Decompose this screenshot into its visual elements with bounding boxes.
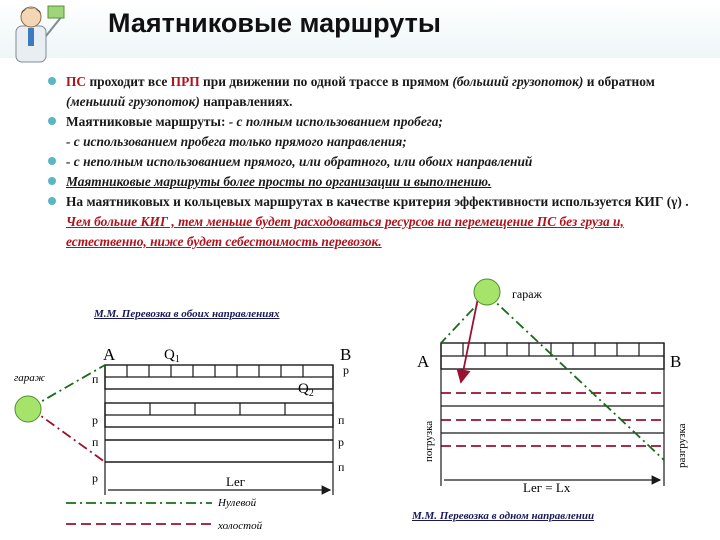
bullet-text: Чем больше КИГ , тем меньше будет расходоваться ресурсов на перемещение ПС без груза и, естественно, ниже будет себестоимость перевозок.: [66, 214, 624, 249]
bullet-text: На маятниковых и кольцевых маршрутах в качестве критерия эффективности используется: [66, 194, 635, 209]
unloading-mark: п: [338, 460, 345, 474]
bullet-text: направлениях.: [199, 94, 293, 109]
zero-run-line: [487, 294, 664, 460]
loading-mark: р: [343, 363, 349, 377]
loading-mark: р: [92, 471, 98, 485]
leg-label: Lег: [226, 474, 246, 489]
bullet-text: (γ) .: [663, 194, 689, 209]
forward-route-box: [441, 343, 664, 369]
leg-label: Lег = Lх: [523, 480, 571, 495]
bullet-text: КИГ: [634, 194, 664, 209]
loading-mark: р: [338, 435, 344, 449]
loading-mark: р: [92, 413, 98, 427]
unloading-label: разгрузка: [676, 423, 688, 468]
left-diagram: [14, 345, 351, 532]
unloading-mark: п: [92, 435, 99, 449]
garage-label: гараж: [14, 372, 46, 384]
bullet-text: Маятниковые маршруты более просты по организации и выполнению.: [66, 174, 492, 189]
point-a-label: А: [417, 352, 430, 371]
garage-label: гараж: [512, 287, 542, 301]
legend-idle-label: холостой: [218, 520, 263, 532]
left-diagram-caption: М.М. Перевозка в обоих направлениях: [94, 308, 280, 320]
page-title: Маятниковые маршруты: [108, 8, 441, 38]
garage-node: [15, 396, 41, 422]
point-b-label: В: [670, 352, 682, 371]
point-a-label: А: [103, 345, 116, 364]
loading-label: погрузка: [423, 420, 435, 462]
bullet-text: - с неполным использованием прямого, или обратного, или обоих направлений: [66, 154, 533, 169]
bullet-text: при движении по одной трассе в прямом: [199, 74, 453, 89]
bullet-text: - с полным использованием пробега;: [225, 114, 443, 129]
bullet-text: Маятниковые маршруты:: [66, 114, 226, 129]
q2-label: $Q_2$: [298, 381, 314, 399]
point-b-label: В: [340, 345, 352, 364]
right-diagram: [417, 279, 688, 495]
unloading-mark: п: [338, 413, 345, 427]
right-diagram-caption: М.М. Перевозка в одном направлении: [412, 510, 595, 522]
return-route-box: [105, 403, 333, 427]
bullet-text: и обратном: [583, 74, 655, 89]
bullet-text: (меньший грузопоток): [66, 94, 200, 109]
bullet-text: проходит все: [86, 74, 171, 89]
unloading-mark: п: [92, 372, 99, 386]
garage-node: [474, 279, 500, 305]
q1-label: $Q_1$: [164, 347, 180, 365]
bullet-text: - с использованием пробега только прямого направления;: [66, 134, 407, 149]
bullet-text: ПС: [66, 74, 87, 89]
bullet-text: ПРП: [170, 74, 200, 89]
bullet-text: (больший грузопоток): [452, 74, 584, 89]
legend-zero-label: Нулевой: [218, 497, 257, 509]
